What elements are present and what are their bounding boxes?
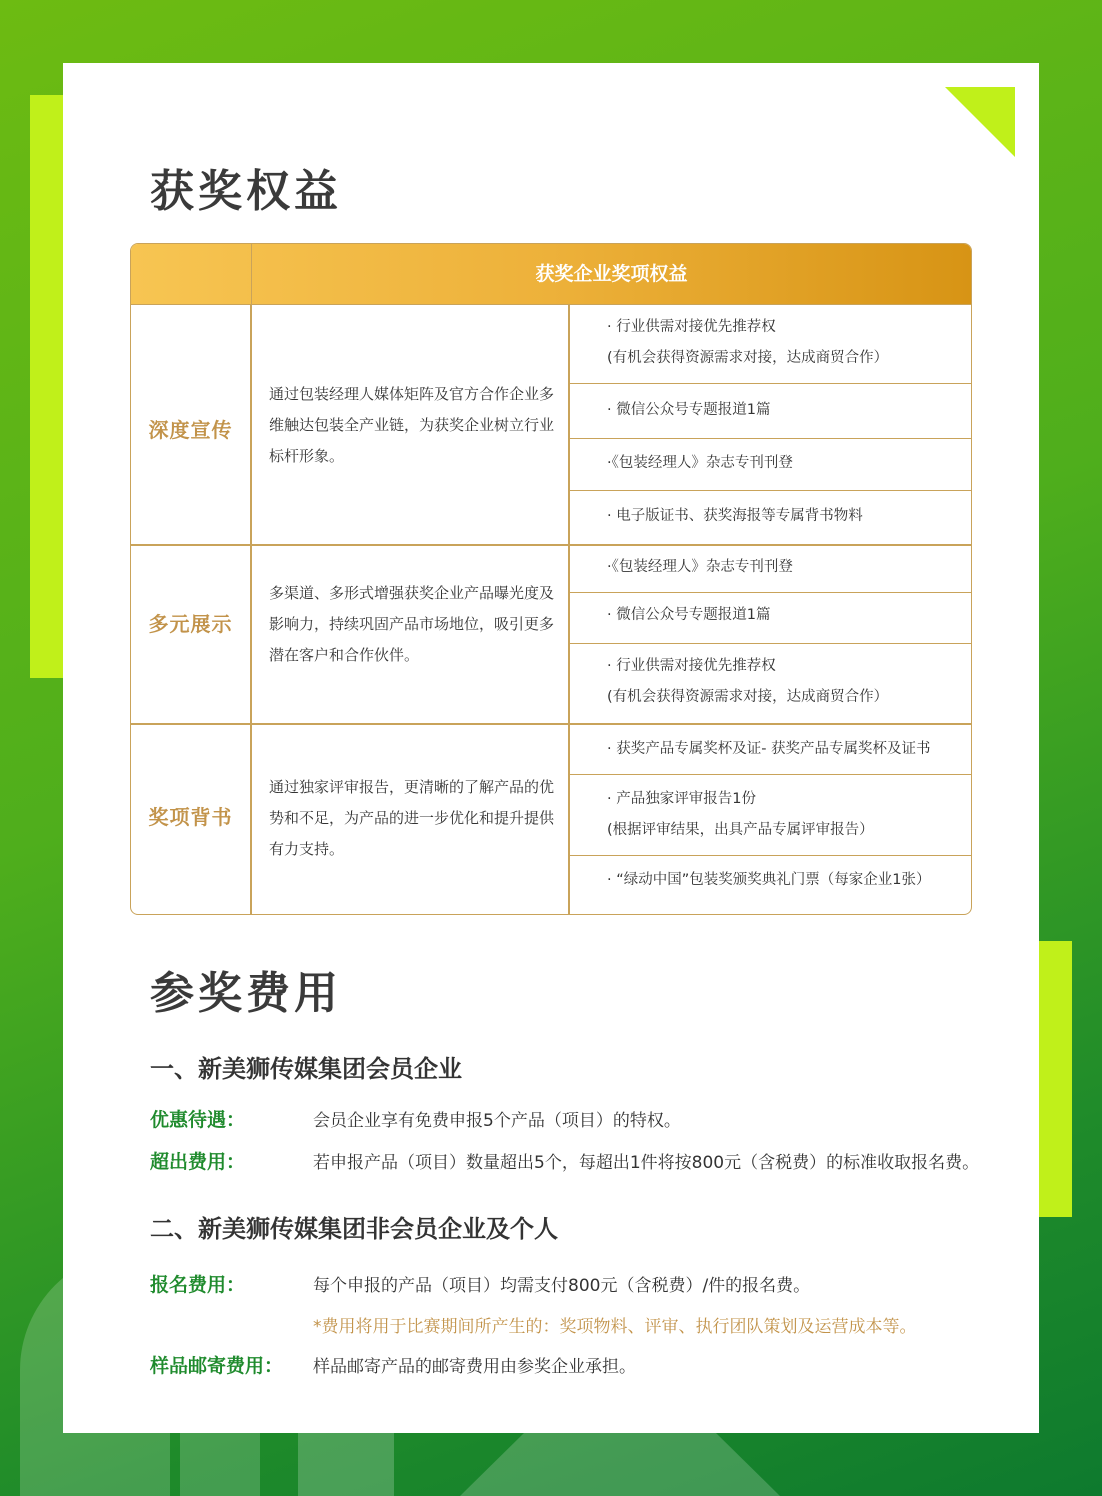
benefit-item: · 微信公众号专题报道1篇 [607, 402, 771, 418]
decor-lime-bar-left [30, 95, 64, 678]
fee-group-title: 一、新美狮传媒集团会员企业 [150, 1055, 462, 1083]
table-divider [568, 305, 570, 915]
category-description: 通过包装经理人媒体矩阵及官方合作企业多维触达包装全产业链，为获奖企业树立行业标杆形象。 [269, 385, 555, 465]
benefit-item: ·《包装经理人》杂志专刊刊登 [607, 559, 793, 575]
corner-triangle-icon [945, 87, 1015, 157]
decor-letter-shape-4 [460, 1433, 780, 1496]
benefit-divider [568, 438, 971, 439]
decor-lime-bar-right [1038, 941, 1072, 1217]
category-label: 深度宣传 [148, 418, 233, 442]
content-card [63, 63, 1039, 1433]
decor-letter-shape-2 [180, 1433, 260, 1496]
category-description: 多渠道、多形式增强获奖企业产品曝光度及影响力，持续巩固产品市场地位，吸引更多潜在客户和合作伙伴。 [269, 584, 555, 664]
benefit-item: · “绿动中国”包装奖颁奖典礼门票（每家企业1张） [607, 872, 931, 888]
benefit-divider [568, 383, 971, 384]
fee-text: 每个申报的产品（项目）均需支付800元（含税费）/件的报名费。 [313, 1276, 811, 1296]
benefit-item: · 行业供需对接优先推荐权 (有机会获得资源需求对接，达成商贸合作） [607, 319, 889, 366]
fee-label: 报名费用： [150, 1274, 246, 1296]
fee-text: 若申报产品（项目）数量超出5个，每超出1件将按800元（含税费）的标准收取报名费。 [313, 1153, 980, 1173]
benefit-item: ·《包装经理人》杂志专刊刊登 [607, 455, 793, 471]
fee-label: 超出费用： [150, 1151, 246, 1173]
table-divider [250, 305, 252, 915]
fee-note: *费用将用于比赛期间所产生的：奖项物料、评审、执行团队策划及运营成本等。 [313, 1317, 917, 1337]
benefit-item: · 电子版证书、获奖海报等专属背书物料 [607, 508, 863, 524]
table-header-title: 获奖企业奖项权益 [251, 244, 971, 305]
benefit-divider [568, 643, 971, 644]
row-divider [131, 544, 971, 546]
section-title-fees: 参奖费用 [150, 968, 342, 1019]
fee-text: 会员企业享有免费申报5个产品（项目）的特权。 [313, 1111, 681, 1131]
fee-group-title: 二、新美狮传媒集团非会员企业及个人 [150, 1215, 558, 1243]
category-description: 通过独家评审报告，更清晰的了解产品的优势和不足，为产品的进一步优化和提升提供有力支持。 [269, 778, 555, 858]
category-label: 多元展示 [148, 612, 233, 636]
benefit-item: · 产品独家评审报告1份 (根据评审结果，出具产品专属评审报告） [607, 791, 874, 838]
fee-label: 优惠待遇： [150, 1109, 246, 1131]
category-label: 奖项背书 [148, 805, 233, 829]
section-title-benefits: 获奖权益 [150, 166, 342, 217]
benefit-divider [568, 490, 971, 491]
fee-label: 样品邮寄费用： [150, 1355, 284, 1377]
benefit-divider [568, 774, 971, 775]
benefit-item: · 行业供需对接优先推荐权 (有机会获得资源需求对接，达成商贸合作） [607, 658, 889, 705]
decor-letter-shape-3 [298, 1433, 394, 1496]
table-header [131, 244, 971, 305]
benefit-divider [568, 592, 971, 593]
fee-text: 样品邮寄产品的邮寄费用由参奖企业承担。 [313, 1357, 636, 1377]
benefit-divider [568, 855, 971, 856]
benefits-table [130, 243, 972, 915]
row-divider [131, 723, 971, 725]
benefit-item: · 微信公众号专题报道1篇 [607, 607, 771, 623]
benefit-item: · 获奖产品专属奖杯及证- 获奖产品专属奖杯及证书 [607, 741, 931, 757]
